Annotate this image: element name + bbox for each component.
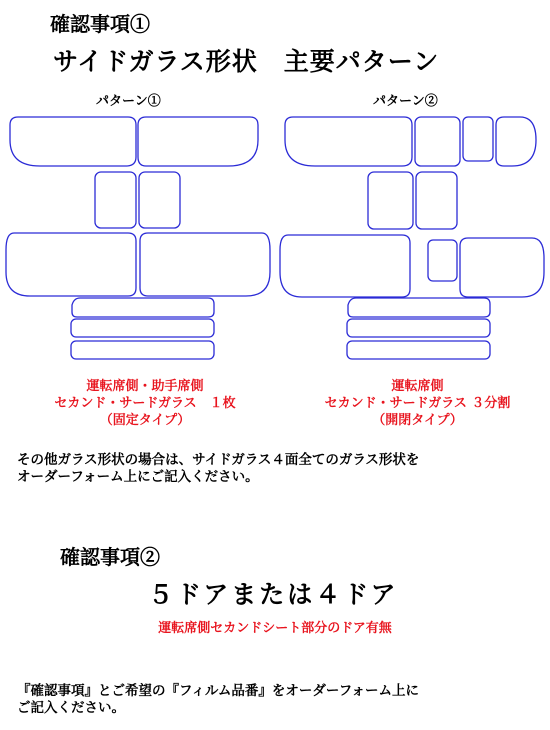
check2-heading: 確認事項②: [60, 545, 160, 569]
p1-front-upper-left: [10, 117, 136, 166]
p1-side-lower: [71, 341, 214, 359]
pattern2-caption-line1: 運転席側: [391, 379, 444, 394]
p1-side-upper: [72, 298, 214, 317]
p1-quarter-right: [139, 172, 180, 228]
check1-title: サイドガラス形状 主要パターン: [53, 47, 440, 76]
pattern1-caption: [20, 378, 270, 429]
check1-heading: 確認事項①: [50, 12, 150, 36]
check1-note: [17, 452, 419, 486]
p2-quarter-left: [368, 172, 413, 229]
p2-front-main: [285, 117, 412, 166]
p2-rear-mid: [428, 240, 457, 281]
pattern2-caption: [290, 378, 545, 429]
pattern2-label: パターン②: [373, 94, 438, 109]
p2-quarter-right: [416, 172, 457, 229]
check2-title: ５ドアまたは４ドア: [148, 580, 399, 609]
p2-rear-right: [460, 238, 544, 297]
p1-rear-right: [140, 233, 270, 296]
pattern2-caption-line3: （開閉タイプ）: [372, 413, 463, 428]
p2-front-section-b: [463, 117, 493, 161]
footer-note-line2: ご記入ください。: [17, 700, 125, 716]
pattern1-caption-line2: セカンド・サードガラス １枚: [54, 396, 236, 411]
p2-front-section-c: [496, 117, 536, 166]
p1-rear-left: [6, 233, 136, 296]
p1-side-mid: [71, 319, 214, 337]
pattern1-caption-line1: 運転席側・助手席側: [86, 379, 204, 394]
p2-side-upper: [348, 298, 490, 317]
pattern1-label: パターン①: [96, 94, 161, 109]
p2-side-mid: [347, 319, 490, 337]
check2-subtitle: 運転席側セカンドシート部分のドア有無: [158, 621, 392, 636]
footer-note-line1: 『確認事項』とご希望の『フィルム品番』をオーダーフォーム上に: [17, 683, 420, 699]
check1-note-line1: その他ガラス形状の場合は、サイドガラス４面全てのガラス形状を: [17, 452, 420, 468]
pattern2-caption-line2: セカンド・サードガラス ３分割: [324, 396, 511, 411]
pattern1-caption-line3: （固定タイプ）: [99, 413, 191, 428]
pattern1-diagram: [6, 117, 270, 359]
pattern2-diagram: [280, 117, 544, 359]
check1-note-line2: オーダーフォーム上にご記入ください。: [17, 469, 259, 485]
p1-quarter-left: [95, 172, 136, 228]
footer-note: [17, 683, 419, 717]
p2-rear-left: [280, 235, 410, 297]
p2-front-section-a: [415, 117, 460, 166]
p1-front-upper-right: [138, 117, 258, 166]
p2-side-lower: [347, 341, 490, 359]
